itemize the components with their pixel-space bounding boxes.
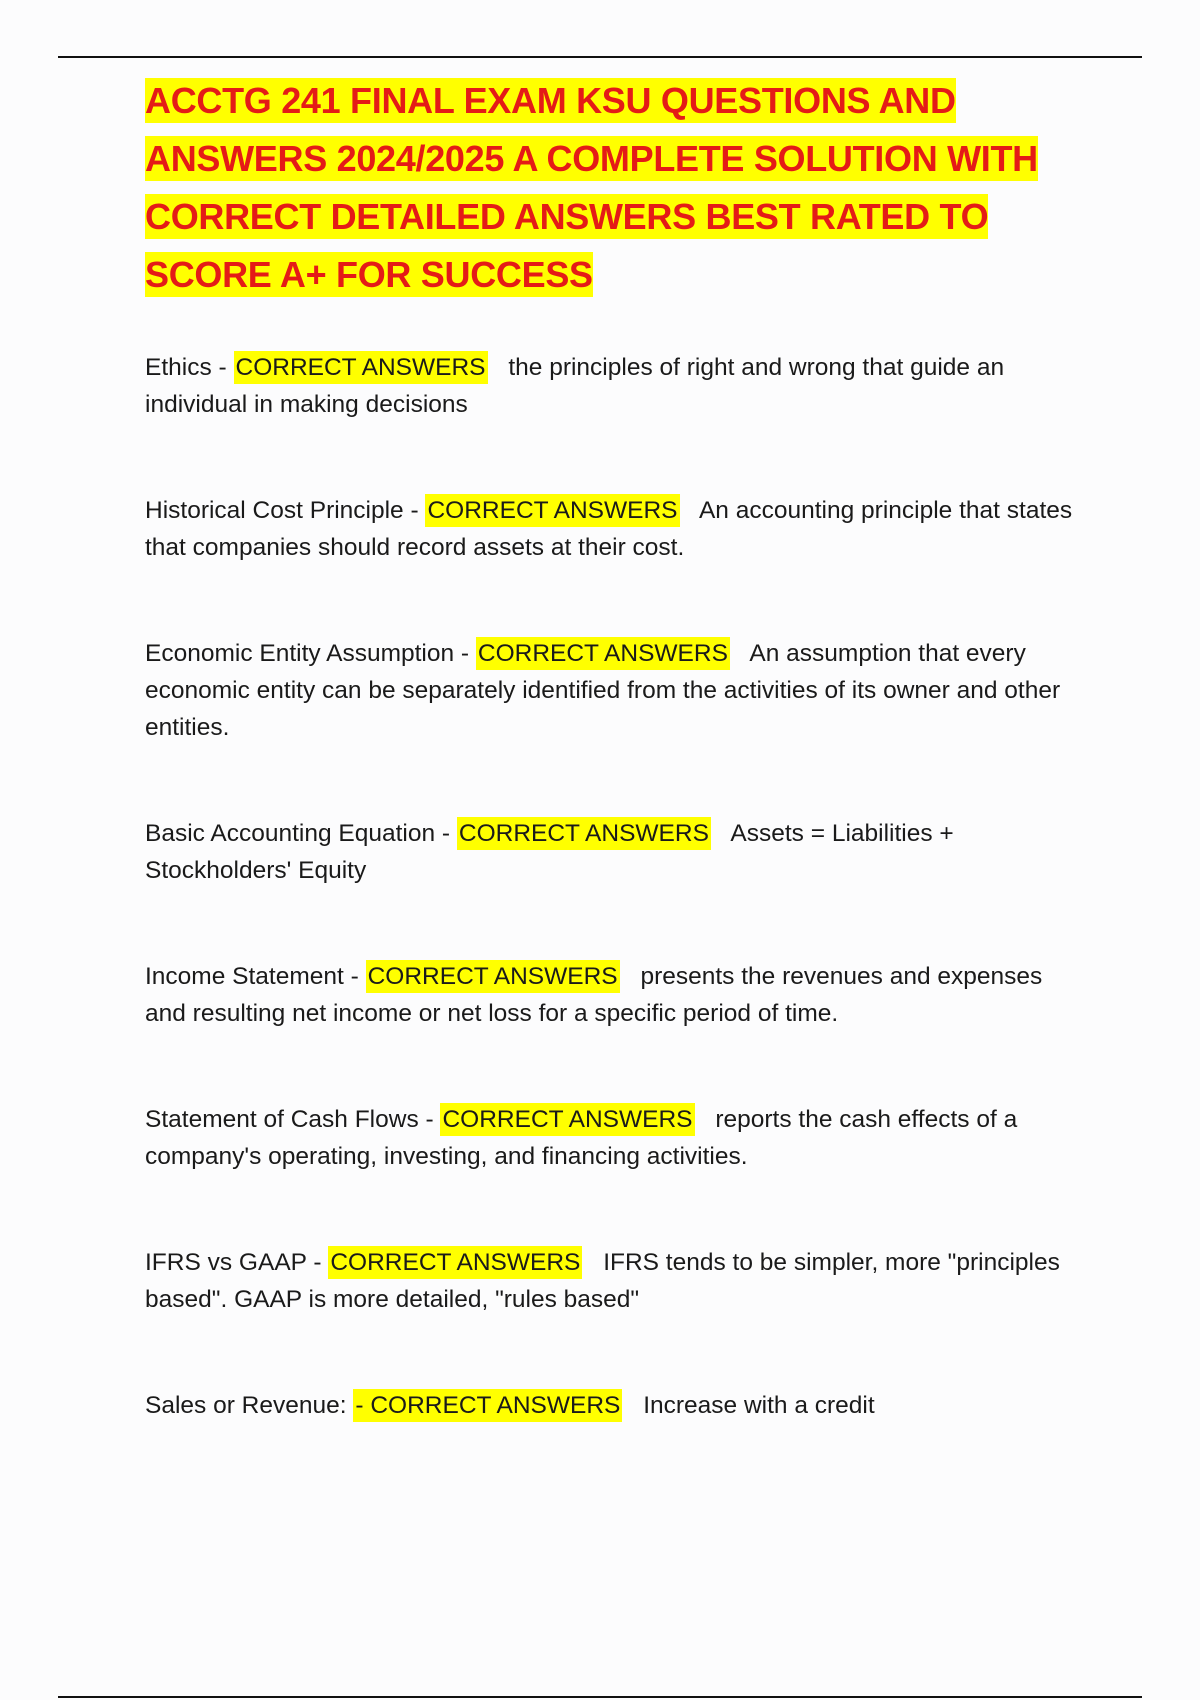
qa-answer: IFRS tends to be simpler, more "principles based". GAAP is more detailed, "rules based" — [145, 1249, 1060, 1313]
qa-answer: presents the revenues and expenses and resulting net income or net loss for a specific period of time. — [145, 963, 1043, 1027]
document-body — [145, 72, 1095, 1424]
correct-answers-badge: CORRECT ANSWERS — [366, 960, 620, 993]
qa-entry — [145, 1244, 1085, 1318]
qa-entry — [145, 1387, 1085, 1424]
qa-term: Basic Accounting Equation - — [145, 820, 457, 847]
correct-answers-badge: CORRECT ANSWERS — [234, 351, 488, 384]
qa-entry — [145, 349, 1085, 423]
correct-answers-badge: CORRECT ANSWERS — [476, 637, 730, 670]
qa-term: Historical Cost Principle - — [145, 497, 426, 524]
correct-answers-badge: - CORRECT ANSWERS — [353, 1389, 622, 1422]
correct-answers-badge: CORRECT ANSWERS — [457, 817, 711, 850]
qa-entry — [145, 492, 1085, 566]
qa-entry — [145, 1101, 1085, 1175]
qa-entry — [145, 815, 1085, 889]
correct-answers-badge: CORRECT ANSWERS — [425, 494, 679, 527]
qa-answer: Assets = Liabilities + Stockholders' Equity — [145, 820, 954, 884]
qa-term: Sales or Revenue: — [145, 1392, 354, 1419]
qa-answer: the principles of right and wrong that guide an individual in making decisions — [145, 354, 1005, 418]
document-title — [145, 72, 1075, 304]
qa-answer: Increase with a credit — [643, 1392, 875, 1419]
qa-answer: An accounting principle that states that companies should record assets at their cost. — [145, 497, 1073, 561]
qa-term: IFRS vs GAAP - — [145, 1249, 329, 1276]
qa-answer: reports the cash effects of a company's operating, investing, and financing activities. — [145, 1106, 1018, 1170]
qa-list — [145, 349, 1095, 1424]
qa-term: Ethics - — [145, 354, 234, 381]
correct-answers-badge: CORRECT ANSWERS — [328, 1246, 582, 1279]
qa-term: Economic Entity Assumption - — [145, 640, 476, 667]
qa-entry — [145, 958, 1085, 1032]
correct-answers-badge: CORRECT ANSWERS — [440, 1103, 694, 1136]
bottom-rule — [58, 1696, 1142, 1698]
qa-answer: An assumption that every economic entity can be separately identified from the activities of its owner and other entities. — [145, 640, 1061, 741]
top-rule — [58, 56, 1142, 58]
qa-entry — [145, 635, 1085, 746]
title-highlight: ACCTG 241 FINAL EXAM KSU QUESTIONS AND ANSWERS 2024/2025 A COMPLETE SOLUTION WITH CORRECT DETAILED ANSWERS BEST RATED TO SCORE A+ FOR SUCCESS — [145, 80, 1038, 295]
qa-term: Statement of Cash Flows - — [145, 1106, 441, 1133]
qa-term: Income Statement - — [145, 963, 366, 990]
